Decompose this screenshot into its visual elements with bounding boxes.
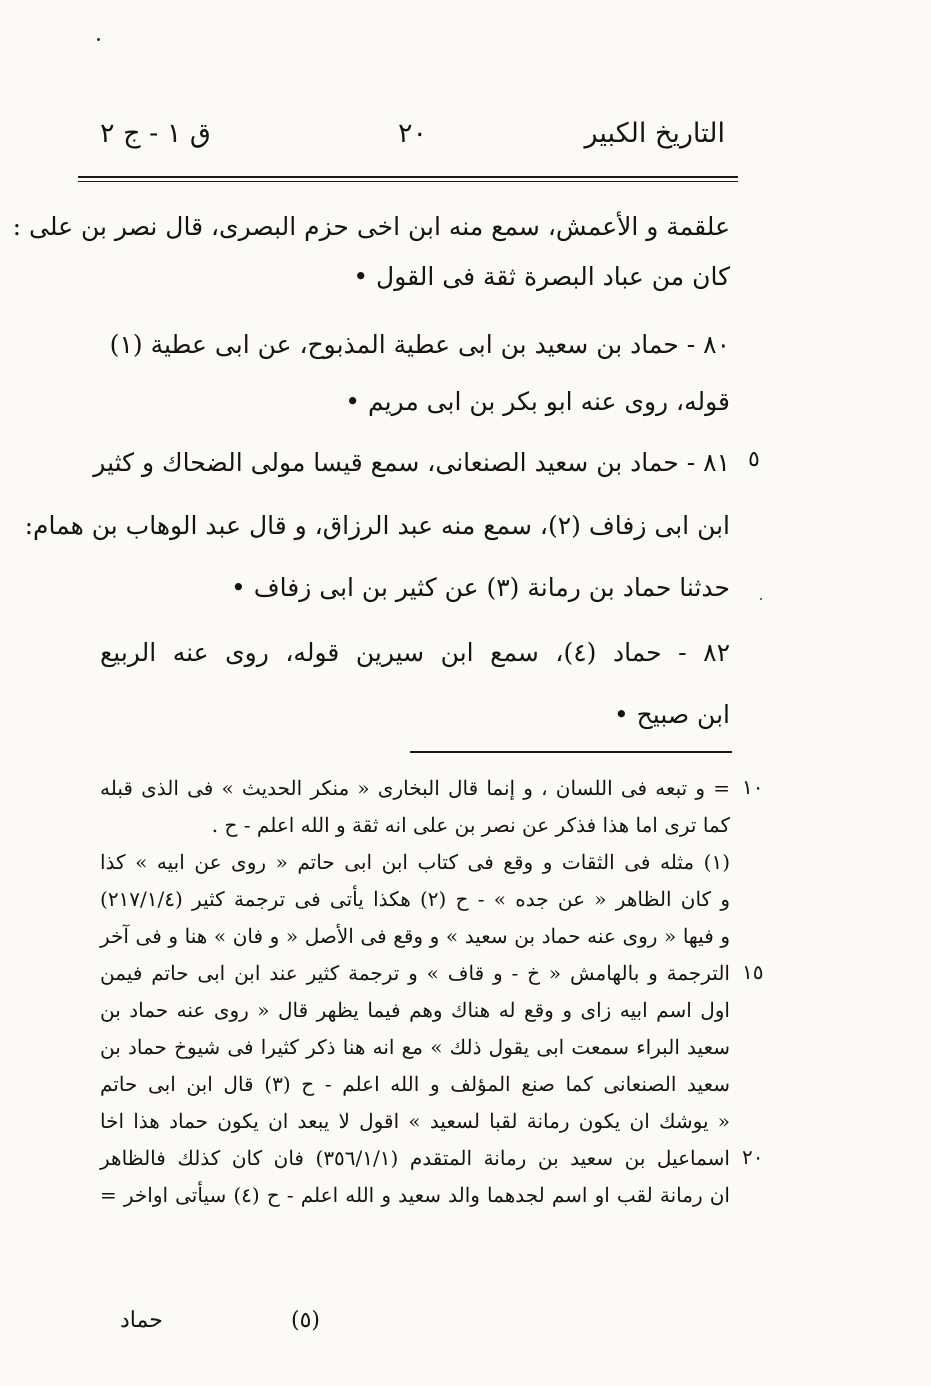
line-number-20: ٢٠ (742, 1145, 764, 1169)
entry-80-line: ٨٠ - حماد بن سعيد بن ابى عطية المذبوح، عن ابى عطية (١) (109, 330, 730, 359)
scan-speck (760, 598, 762, 600)
header-rule-thin (78, 181, 738, 182)
entry-82-line: ٨٢ - حماد (٤)، سمع ابن سيرين قوله، روى عنه الربيع (100, 638, 730, 667)
footnote-line: و كان الظاهر « عن جده » - ح (٢) هكذا يأتى فى ترجمة كثير (٢١٧/١/٤) (100, 887, 730, 911)
footnote-line: سعيد الصنعانى كما صنع المؤلف و الله اعلم - ح (٣) قال ابن ابى حاتم (100, 1072, 730, 1096)
footnote-line: « يوشك ان يكون رمانة لقبا لسعيد » اقول لا يبعد ان يكون حماد هذا اخا (100, 1109, 730, 1133)
main-line: ابن ابى زفاف (٢)، سمع منه عبد الرزاق، و قال عبد الوهاب بن همام: (24, 511, 730, 540)
scan-speck (97, 38, 100, 41)
page-number: ٢٠ (397, 118, 428, 149)
footnote-line: ان رمانة لقب او اسم لجدهما والد سعيد و الله اعلم - ح (٤) سيأتى اواخر = (100, 1183, 730, 1207)
main-line: علقمة و الأعمش، سمع منه ابن اخى حزم البصرى، قال نصر بن على : (12, 212, 730, 241)
footnote-line: الترجمة و بالهامش « خ - و قاف » و ترجمة كثير عند ابن ابى حاتم فيمن (100, 961, 730, 985)
footnote-line: و فيها « روى عنه حماد بن سعيد » و وقع فى الأصل « و فان » هنا و فى آخر (100, 924, 730, 948)
footnote-line: = و تبعه فى اللسان ، و إنما قال البخارى « منكر الحديث » فى الذى قبله (100, 776, 730, 800)
line-number-10: ١٠ (742, 775, 764, 799)
line-number-5: ٥ (748, 447, 760, 472)
header-rule (78, 176, 738, 178)
entry-81-line: ٨١ - حماد بن سعيد الصنعانى، سمع قيسا مولى الضحاك و كثير (93, 448, 730, 477)
catchword: حماد (120, 1308, 163, 1333)
footnote-line: كما ترى اما هذا فذكر عن نصر بن على انه ثقة و الله اعلم - ح . (211, 813, 730, 837)
main-line: قوله، روى عنه ابو بكر بن ابى مريم • (345, 387, 730, 416)
footnote-line: اول اسم ابيه زاى و وقع له هناك وهم فيما يظهر قال « روى عنه حماد بن (100, 998, 730, 1022)
footnote-line: (١) مثله فى الثقات و وقع فى كتاب ابن ابى حاتم « روى عن ابيه » كذا (100, 850, 730, 874)
main-line: حدثنا حماد بن رمانة (٣) عن كثير بن ابى زفاف • (231, 573, 730, 602)
footnote-rule (410, 751, 732, 753)
page-footer (120, 1302, 320, 1342)
book-title: التاريخ الكبير (584, 118, 725, 149)
running-header (100, 112, 725, 162)
line-number-15: ١٥ (742, 960, 764, 984)
footnote-line: اسماعيل بن سعيد بن رمانة المتقدم (٣٥٦/١/١) فان كان كذلك فالظاهر (100, 1146, 730, 1170)
volume-indicator: ق ١ - ج ٢ (100, 118, 211, 149)
signature-mark: (٥) (290, 1308, 320, 1333)
footnote-line: سعيد البراء سمعت ابى يقول ذلك » مع انه هنا ذكر كثيرا فى شيوخ حماد بن (100, 1035, 730, 1059)
main-line: ابن صبيح • (613, 700, 730, 729)
main-line: كان من عباد البصرة ثقة فى القول • (353, 262, 730, 291)
